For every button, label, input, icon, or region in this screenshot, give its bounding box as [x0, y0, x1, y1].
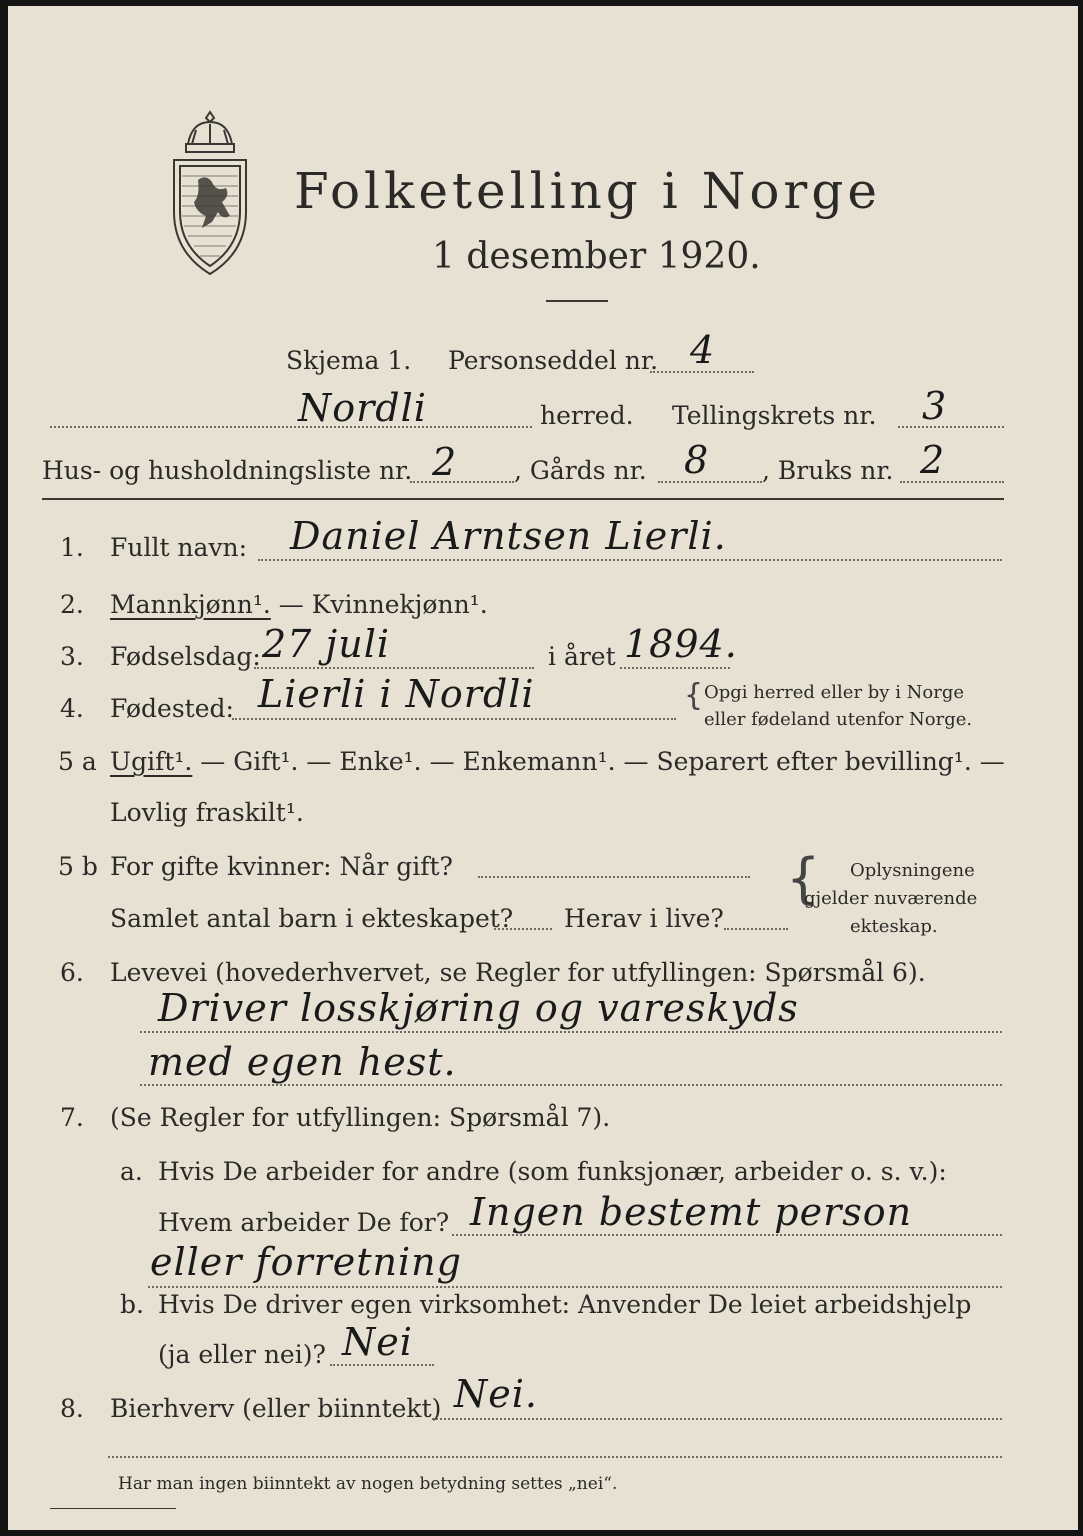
q8-value: Nei. — [454, 1372, 538, 1416]
q4-value: Lierli i Nordli — [258, 672, 535, 716]
tellingskrets-label: Tellingskrets nr. — [672, 401, 877, 430]
q8-field[interactable] — [432, 1418, 1002, 1420]
q7b-label: Hvis De driver egen virksomhet: Anvender De leiet arbeidshjelp — [158, 1290, 972, 1319]
census-date: 1 desember 1920. — [432, 236, 761, 277]
q7a-value-line1: Ingen bestemt person — [470, 1190, 913, 1234]
hus-label: Hus- og husholdningsliste nr. — [42, 456, 413, 485]
gards-field[interactable] — [658, 481, 762, 483]
q4-note-line1: Opgi herred eller by i Norge — [704, 682, 965, 703]
q5b-brace: { — [786, 847, 821, 910]
q1-field[interactable] — [258, 559, 1002, 561]
header-divider — [42, 498, 1004, 500]
q5b-label-children: Samlet antal barn i ekteskapet? — [110, 904, 514, 933]
q2-separator: — — [270, 590, 312, 619]
q5a-number: 5 a — [58, 747, 97, 776]
q3-day-field[interactable] — [254, 667, 534, 669]
herred-label: herred. — [540, 401, 634, 430]
q6-label: Levevei (hovederhvervet, se Regler for utfyllingen: Spørsmål 6). — [110, 958, 926, 987]
q4-note-line2: eller fødeland utenfor Norge. — [704, 709, 973, 730]
q3-year-label: i året — [548, 642, 616, 671]
herred-value: Nordli — [298, 386, 427, 430]
q8-field-line2[interactable] — [108, 1456, 1002, 1458]
q7a-letter: a. — [120, 1157, 143, 1186]
q5b-alive-field[interactable] — [724, 928, 788, 930]
hus-field[interactable] — [410, 481, 514, 483]
q6-field-line2[interactable] — [140, 1084, 1002, 1086]
q4-brace: { — [684, 678, 704, 713]
q3-year-value: 1894. — [624, 622, 738, 666]
q2-female-option[interactable]: Kvinnekjønn¹. — [311, 590, 488, 619]
q7a-field-line1[interactable] — [452, 1234, 1002, 1236]
bruks-field[interactable] — [900, 481, 1004, 483]
q1-label: Fullt navn: — [110, 533, 248, 562]
bruks-label: , Bruks nr. — [762, 456, 894, 485]
q5b-note-line3: ekteskap. — [850, 916, 938, 937]
q5a-option-fraskilt[interactable]: Lovlig fraskilt¹. — [110, 798, 304, 827]
q7b-value: Nei — [342, 1320, 413, 1364]
title-divider — [546, 300, 608, 302]
q5b-note-line2: gjelder nuværende — [804, 888, 978, 909]
q5a-other-options[interactable]: — Gift¹. — Enke¹. — Enkemann¹. — Separert efter bevilling¹. — — [192, 747, 1005, 776]
q5b-label-alive: Herav i live? — [564, 904, 724, 933]
q7a-value-line2: eller forretning — [150, 1240, 462, 1284]
q7b-label2: (ja eller nei)? — [158, 1340, 326, 1369]
q7-number: 7. — [60, 1103, 84, 1132]
q8-number: 8. — [60, 1394, 84, 1423]
q3-value: 27 juli — [262, 622, 390, 666]
q5a-options — [110, 747, 1005, 776]
q3-year-field[interactable] — [620, 667, 730, 669]
q7b-field[interactable] — [330, 1364, 434, 1366]
tellingskrets-field[interactable] — [898, 426, 1004, 428]
personseddel-value: 4 — [690, 328, 716, 372]
q5b-number: 5 b — [58, 852, 98, 881]
census-form-page — [8, 6, 1078, 1530]
q3-label: Fødselsdag: — [110, 642, 261, 671]
footnote-divider — [50, 1508, 176, 1509]
q8-label: Bierhverv (eller biinntekt) — [110, 1394, 442, 1423]
q4-field[interactable] — [232, 718, 676, 720]
q5b-children-field[interactable] — [494, 928, 552, 930]
q1-number: 1. — [60, 533, 84, 562]
q5a-ugift-option[interactable]: Ugift¹. — [110, 747, 193, 776]
hus-value: 2 — [432, 440, 458, 484]
q7a-field-line2[interactable] — [148, 1286, 1002, 1288]
q6-field-line1[interactable] — [140, 1031, 1002, 1033]
q1-value: Daniel Arntsen Lierli. — [290, 514, 727, 558]
q2-number: 2. — [60, 590, 84, 619]
q7-label: (Se Regler for utfyllingen: Spørsmål 7). — [110, 1103, 611, 1132]
q2-options — [110, 590, 488, 619]
q5b-married-field[interactable] — [478, 876, 750, 878]
tellingskrets-value: 3 — [922, 384, 948, 428]
q2-male-option[interactable]: Mannkjønn¹. — [110, 590, 271, 619]
schema-label: Skjema 1. — [286, 346, 412, 375]
q5b-label-married: For gifte kvinner: Når gift? — [110, 852, 453, 881]
q6-value-line2: med egen hest. — [148, 1040, 457, 1084]
herred-field[interactable] — [50, 426, 532, 428]
q4-number: 4. — [60, 694, 84, 723]
q6-number: 6. — [60, 958, 84, 987]
q3-number: 3. — [60, 642, 84, 671]
q7b-letter: b. — [120, 1290, 144, 1319]
q4-label: Fødested: — [110, 694, 234, 723]
personseddel-label: Personseddel nr. — [448, 346, 659, 375]
coat-of-arms-icon — [164, 110, 256, 278]
q7a-label2: Hvem arbeider De for? — [158, 1208, 450, 1237]
q7a-label: Hvis De arbeider for andre (som funksjonær, arbeider o. s. v.): — [158, 1157, 947, 1186]
q6-value-line1: Driver losskjøring og vareskyds — [158, 986, 799, 1030]
q5b-note-line1: Oplysningene — [850, 860, 975, 881]
gards-value: 8 — [684, 438, 710, 482]
page-title: Folketelling i Norge — [294, 162, 881, 220]
gards-label: , Gårds nr. — [514, 456, 647, 485]
bruks-value: 2 — [920, 438, 946, 482]
footer-note: Har man ingen biinntekt av nogen betydning settes „nei“. — [118, 1474, 618, 1494]
